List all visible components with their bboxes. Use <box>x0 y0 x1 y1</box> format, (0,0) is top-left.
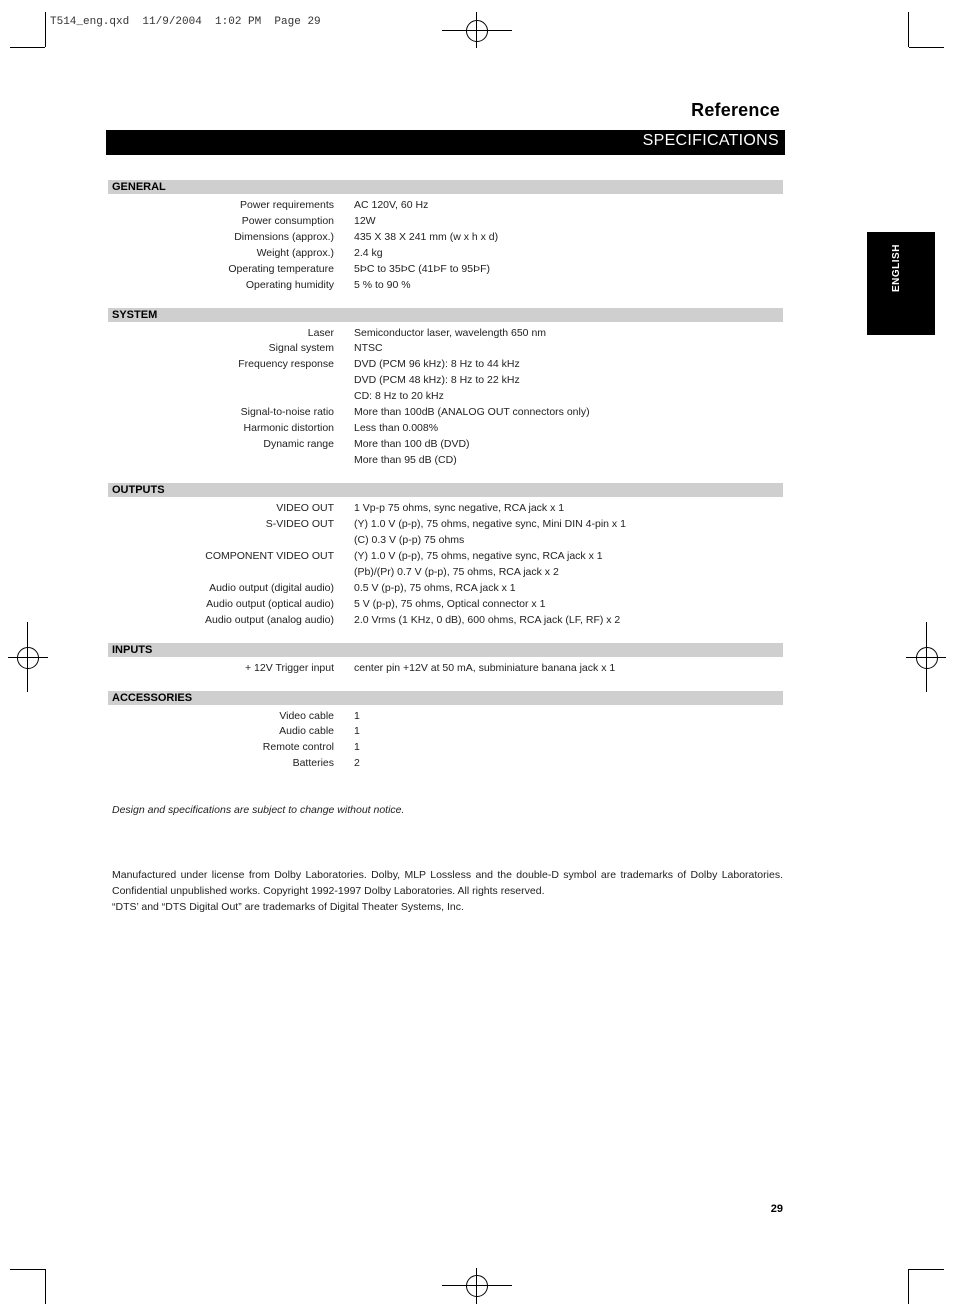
spec-value: NTSC <box>354 342 383 354</box>
spec-label: Laser <box>307 327 334 339</box>
spec-value: (C) 0.3 V (p-p) 75 ohms <box>354 534 465 546</box>
section-header-inputs <box>108 643 783 657</box>
spec-label: COMPONENT VIDEO OUT <box>205 550 334 562</box>
spec-value: 5 V (p-p), 75 ohms, Optical connector x 1 <box>354 598 546 610</box>
dolby-notice: Manufactured under license from Dolby Laboratories. Dolby, MLP Lossless and the double-D symbol are trademarks of Dolby Laboratories. Confidential unpublished works. Copyright 1992-1997 Dolby Laboratories. All rights reserved. <box>112 869 783 897</box>
spec-value: CD: 8 Hz to 20 kHz <box>354 390 444 402</box>
spec-label: Batteries <box>292 757 334 769</box>
language-tab-label: ENGLISH <box>891 244 902 292</box>
spec-row <box>108 325 783 341</box>
spec-value: 1 <box>354 710 360 722</box>
spec-row <box>108 516 783 532</box>
spec-row <box>108 452 783 468</box>
spec-row <box>108 277 783 293</box>
spec-value: 435 X 38 X 241 mm (w x h x d) <box>354 231 499 243</box>
spec-label: + 12V Trigger input <box>244 662 334 674</box>
print-slug: T514_eng.qxd 11/9/2004 1:02 PM Page 29 <box>50 16 321 28</box>
spec-value: 12W <box>354 215 376 227</box>
spec-label: Signal-to-noise ratio <box>240 406 334 418</box>
spec-row <box>108 564 783 580</box>
section-header-accessories <box>108 691 783 705</box>
spec-value: AC 120V, 60 Hz <box>354 199 429 211</box>
section-title: GENERAL <box>112 181 166 193</box>
spec-label: Signal system <box>268 342 334 354</box>
spec-label: Audio cable <box>279 725 334 737</box>
section-header-general <box>108 180 783 194</box>
spec-row <box>108 739 783 755</box>
spec-value: More than 95 dB (CD) <box>354 454 457 466</box>
spec-label: VIDEO OUT <box>276 502 334 514</box>
spec-value: 2 <box>354 757 360 769</box>
spec-value: More than 100 dB (DVD) <box>354 438 470 450</box>
spec-value: 1 Vp-p 75 ohms, sync negative, RCA jack x 1 <box>354 502 565 514</box>
trademark-notice <box>112 867 783 915</box>
spec-label: Dimensions (approx.) <box>234 231 334 243</box>
spec-row <box>108 261 783 277</box>
spec-value: (Pb)/(Pr) 0.7 V (p-p), 75 ohms, RCA jack x 2 <box>354 566 559 578</box>
spec-row <box>108 532 783 548</box>
section-banner <box>106 130 785 155</box>
spec-row <box>108 404 783 420</box>
spec-row <box>108 500 783 516</box>
spec-label: Remote control <box>262 741 334 753</box>
spec-row <box>108 372 783 388</box>
section-header-outputs <box>108 483 783 497</box>
section-banner-label: SPECIFICATIONS <box>642 132 779 149</box>
section-title: INPUTS <box>112 644 153 656</box>
spec-row <box>108 612 783 628</box>
spec-row <box>108 580 783 596</box>
spec-row <box>108 340 783 356</box>
spec-label: Power consumption <box>241 215 334 227</box>
spec-row <box>108 388 783 404</box>
spec-value: 5ÞC to 35ÞC (41ÞF to 95ÞF) <box>354 263 490 275</box>
spec-row <box>108 229 783 245</box>
spec-row <box>108 596 783 612</box>
spec-row <box>108 436 783 452</box>
spec-label: S-VIDEO OUT <box>265 518 334 530</box>
spec-label: Weight (approx.) <box>256 247 334 259</box>
spec-row <box>108 660 783 676</box>
spec-row <box>108 356 783 372</box>
spec-label: Operating temperature <box>228 263 334 275</box>
spec-label: Operating humidity <box>245 279 334 291</box>
section-header-system <box>108 308 783 322</box>
section-title: ACCESSORIES <box>112 692 193 704</box>
spec-value: 0.5 V (p-p), 75 ohms, RCA jack x 1 <box>354 582 516 594</box>
spec-label: Audio output (digital audio) <box>209 582 334 594</box>
spec-label: Dynamic range <box>263 438 334 450</box>
spec-label: Video cable <box>279 710 334 722</box>
spec-label: Frequency response <box>238 358 334 370</box>
spec-row <box>108 420 783 436</box>
spec-value: 1 <box>354 725 360 737</box>
spec-value: (Y) 1.0 V (p-p), 75 ohms, negative sync, RCA jack x 1 <box>354 550 603 562</box>
spec-value: DVD (PCM 48 kHz): 8 Hz to 22 kHz <box>354 374 520 386</box>
page-number: 29 <box>770 1203 783 1215</box>
page-title: Reference <box>691 100 780 120</box>
spec-label: Power requirements <box>240 199 334 211</box>
spec-row <box>108 213 783 229</box>
section-title: OUTPUTS <box>112 484 165 496</box>
spec-value: Semiconductor laser, wavelength 650 nm <box>354 327 547 339</box>
spec-value: 1 <box>354 741 360 753</box>
spec-row <box>108 197 783 213</box>
spec-value: (Y) 1.0 V (p-p), 75 ohms, negative sync, Mini DIN 4-pin x 1 <box>354 518 626 530</box>
spec-label: Harmonic distortion <box>243 422 334 434</box>
spec-value: More than 100dB (ANALOG OUT connectors only) <box>354 406 590 418</box>
section-title: SYSTEM <box>112 309 158 321</box>
spec-value: 2.0 Vrms (1 KHz, 0 dB), 600 ohms, RCA jack (LF, RF) x 2 <box>354 614 621 626</box>
language-tab <box>867 232 935 335</box>
spec-row <box>108 548 783 564</box>
spec-value: 2.4 kg <box>354 247 383 259</box>
spec-row <box>108 708 783 724</box>
spec-value: center pin +12V at 50 mA, subminiature banana jack x 1 <box>354 662 616 674</box>
spec-row <box>108 755 783 771</box>
spec-row <box>108 245 783 261</box>
spec-label: Audio output (optical audio) <box>206 598 334 610</box>
dts-notice: “DTS’ and “DTS Digital Out” are trademarks of Digital Theater Systems, Inc. <box>112 901 464 913</box>
spec-value: Less than 0.008% <box>354 422 439 434</box>
spec-value: 5 % to 90 % <box>354 279 411 291</box>
spec-value: DVD (PCM 96 kHz): 8 Hz to 44 kHz <box>354 358 520 370</box>
spec-label: Audio output (analog audio) <box>204 614 334 626</box>
specifications-disclaimer: Design and specifications are subject to change without notice. <box>112 804 405 816</box>
spec-row <box>108 723 783 739</box>
